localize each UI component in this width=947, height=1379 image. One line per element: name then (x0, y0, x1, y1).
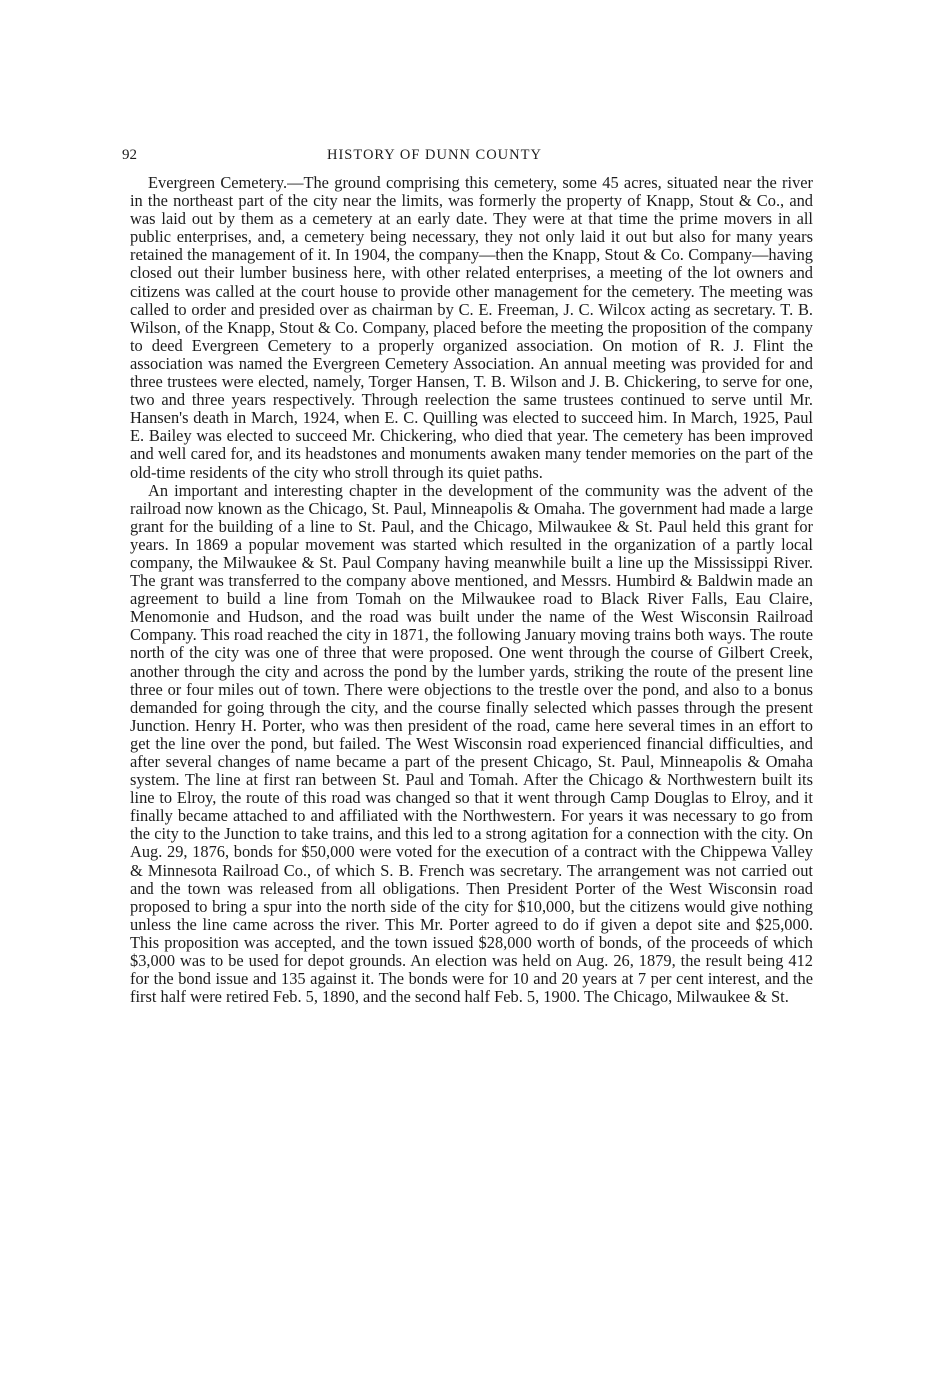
page-header (122, 147, 822, 171)
paragraph-evergreen-cemetery: Evergreen Cemetery.—The ground comprising this cemetery, some 45 acres, situated near the river in the northeast part of the city near the limits, was formerly the property of Knapp, Stout & Co., and was laid out by them as a cemetery at an early date. They were at that time the prime movers in all public enterprises, and, a cemetery being necessary, they not only laid it out but also for many years retained the management of it. In 1904, the company—then the Knapp, Stout & Co. Company—having closed out their lumber business here, with other related enterprises, a meeting of the lot owners and citizens was called at the court house to provide other management for the cemetery. The meeting was called to order and presided over as chairman by C. E. Freeman, J. C. Wilcox acting as secretary. T. B. Wilson, of the Knapp, Stout & Co. Company, placed before the meeting the proposition of the company to deed Evergreen Cemetery to a properly organized association. On motion of R. J. Flint the association was named the Evergreen Cemetery Association. An annual meeting was provided for and three trustees were elected, namely, Torger Hansen, T. B. Wilson and J. B. Chickering, to serve for one, two and three years respectively. Through reelection the same trustees continued to serve until Mr. Hansen's death in March, 1924, when E. C. Quilling was elected to succeed him. In March, 1925, Paul E. Bailey was elected to succeed Mr. Chickering, who died that year. The cemetery has been improved and well cared for, and its headstones and monuments awaken many tender memories on the part of the old-time residents of the city who stroll through its quiet paths. (130, 173, 813, 482)
body-text (130, 174, 813, 1006)
running-title: HISTORY OF DUNN COUNTY (327, 147, 542, 163)
paragraph-railroad: An important and interesting chapter in the development of the community was the advent of the railroad now known as the Chicago, St. Paul, Minneapolis & Omaha. The government had made a large grant for the building of a line to St. Paul, and the Chicago, Milwaukee & St. Paul held this grant for years. In 1869 a popular movement was started which resulted in the organization of a partly local company, the Milwaukee & St. Paul Company having meanwhile built a line up the Mississippi River. The grant was transferred to the company above mentioned, and Messrs. Humbird & Baldwin made an agreement to build a line from Tomah on the Milwaukee road to Black River Falls, Eau Claire, Menomonie and Hudson, and the road was built under the name of the West Wisconsin Railroad Company. This road reached the city in 1871, the following January moving trains both ways. The route north of the city was one of three that were proposed. One went through the course of Gilbert Creek, another through the city and across the pond by the lumber yards, striking the route of the present line three or four miles out of town. There were objections to the trestle over the pond, and also to a bonus demanded for going through the city, and the course finally selected which passes through the present Junction. Henry H. Porter, who was then president of the road, came here several times in an effort to get the line over the pond, but failed. The West Wisconsin road experienced financial difficulties, and after several changes of name became a part of the present Chicago, St. Paul, Minneapolis & Omaha system. The line at first ran between St. Paul and Tomah. After the Chicago & Northwestern built its line to Elroy, the route of this road was changed so that it went through Camp Douglas to Elroy, and it finally became attached to and affiliated with the Northwestern. For years it was necessary to go from the city to the Junction to take trains, and this led to a strong agitation for a connection with the city. On Aug. 29, 1876, bonds for $50,000 were voted for the execution of a contract with the Chippewa Valley & Minnesota Railroad Co., of which S. B. French was secretary. The arrangement was not carried out and the town was released from all obligations. Then President Porter of the West Wisconsin road proposed to bring a spur into the north side of the city for $10,000, but the citizens would give nothing unless the line came across the river. This Mr. Porter agreed to do if given a depot site and $25,000. This proposition was accepted, and the town issued $28,000 worth of bonds, of the proceeds of which $3,000 was to be used for depot grounds. An election was held on Aug. 26, 1879, the result being 412 for the bond issue and 135 against it. The bonds were for 10 and 20 years at 7 per cent interest, and the first half were retired Feb. 5, 1890, and the second half Feb. 5, 1900. The Chicago, Milwaukee & St. (130, 480, 813, 1007)
page-number: 92 (122, 147, 137, 163)
